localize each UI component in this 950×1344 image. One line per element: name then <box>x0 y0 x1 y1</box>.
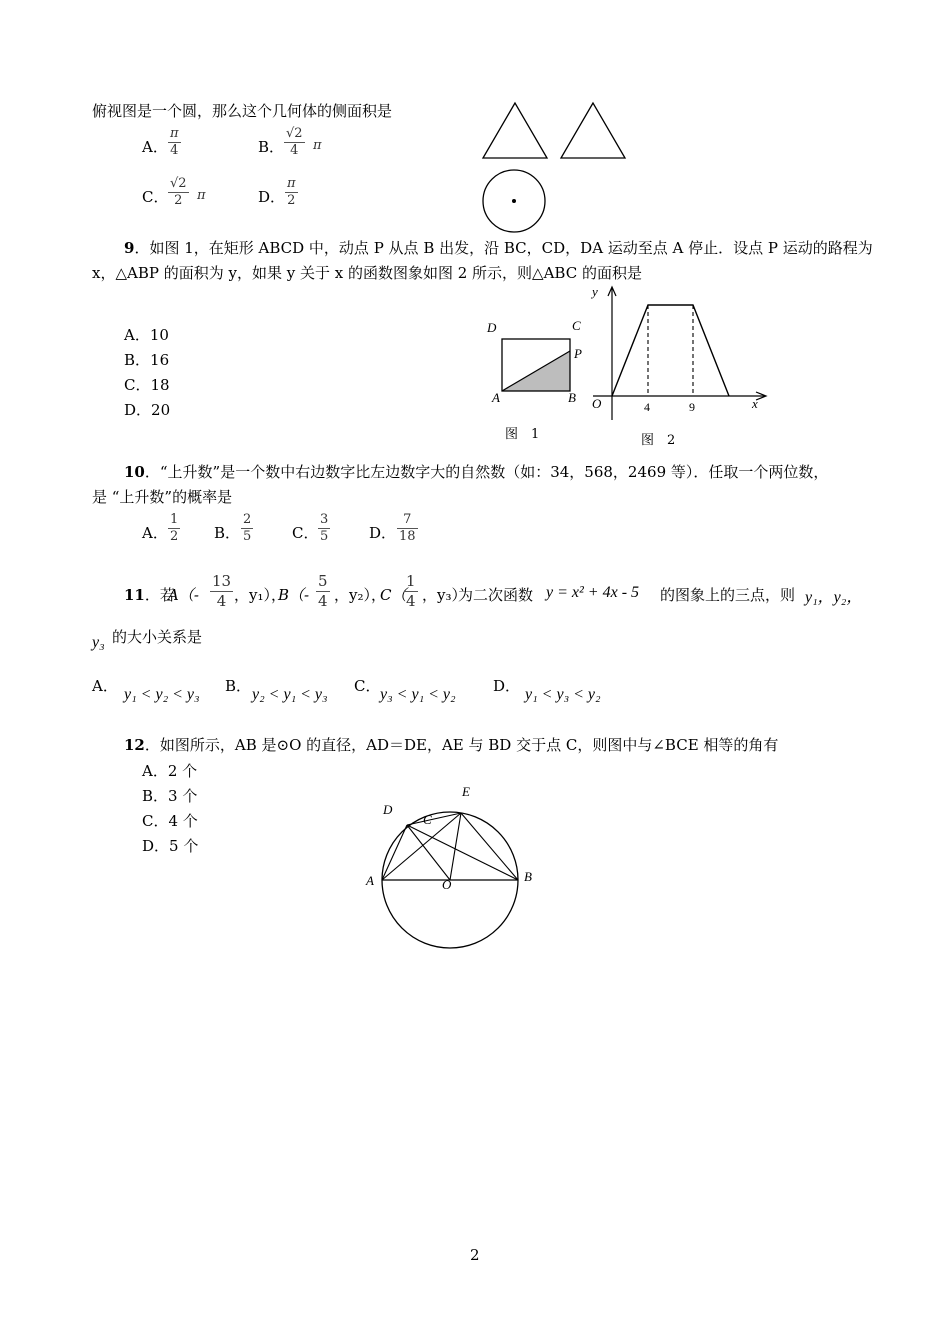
q10-option-b-fraction: $\frac{2}{5}$ <box>243 512 252 544</box>
q8-option-b-pi: π <box>313 138 322 153</box>
q9-option-c: C．18 <box>124 376 170 394</box>
q11-y3: y₃ <box>92 634 105 651</box>
q9-option-d: D．20 <box>124 401 171 419</box>
q11-function: y = x² + 4x - 5 <box>546 584 640 601</box>
q12-stem: 12．如图所示，AB 是⊙O 的直径，AD＝DE，AE 与 BD 交于点 C，则图中与∠BCE 相等的角有 <box>124 736 779 754</box>
q10-option-c-fraction: $\frac{3}{5}$ <box>320 512 329 544</box>
q11-point-b-open: B（- <box>278 586 310 604</box>
q11-option-c-letter: C． <box>354 677 381 695</box>
fig1-caption: 图 1 <box>505 427 540 442</box>
q11-point-a-open: A（- <box>168 586 199 604</box>
q8-option-b-letter: B． <box>258 138 285 156</box>
q8-option-a-fraction: $\frac{\pi}{4}$ <box>170 126 179 158</box>
q11-option-c-expr: y₃ < y₁ < y₂ <box>380 686 456 703</box>
q8-option-c-fraction: $\frac{√2}{2}$ <box>170 176 187 208</box>
q8-option-c-pi: π <box>197 188 206 203</box>
q9-figure-2-graph <box>585 284 770 424</box>
q11-point-b-fraction: $\frac{5}{4}$ <box>318 572 328 610</box>
fig2-tick-4: 4 <box>644 400 650 414</box>
fig2-y-axis-label: y <box>592 284 598 299</box>
fig1-label-c: C <box>572 318 581 333</box>
q9-figure-1-rectangle <box>500 338 572 392</box>
side-view-triangle <box>561 103 625 158</box>
q8-three-view-figure <box>480 100 630 240</box>
q11-point-a-close: ，y₁）， <box>234 586 286 604</box>
q10-option-c-letter: C． <box>292 524 319 542</box>
q11-tail-text: 的图象上的三点，则 <box>660 586 796 604</box>
fig1-label-a: A <box>492 390 500 405</box>
q11-point-c-fraction: $\frac{1}{4}$ <box>406 572 416 610</box>
q11-point-c-close: ，y₃） <box>422 586 467 604</box>
q9-option-b: B．16 <box>124 351 170 369</box>
q11-line-2: 的大小关系是 <box>112 628 203 646</box>
q12-option-a: A．2 个 <box>142 762 198 780</box>
q8-stem-tail: 俯视图是一个圆，那么这个几何体的侧面积是 <box>92 102 393 120</box>
function-graph-line <box>612 305 729 396</box>
q12-option-d: D．5 个 <box>142 837 199 855</box>
q12-label-b: B <box>524 869 532 884</box>
top-view-center-dot <box>512 199 516 203</box>
q12-option-c: C．4 个 <box>142 812 198 830</box>
q9-line-2: x，△ABP 的面积为 y，如果 y 关于 x 的函数图象如图 2 所示，则△ABC 的面积是 <box>92 264 642 282</box>
q12-option-b: B．3 个 <box>142 787 198 805</box>
q12-circle-figure <box>370 800 530 950</box>
fig2-tick-9: 9 <box>689 400 695 414</box>
q12-label-c: C <box>423 812 432 827</box>
fig2-x-axis-label: x <box>752 396 758 411</box>
q11-mid-text: 为二次函数 <box>458 586 534 604</box>
q8-option-d-letter: D． <box>258 188 286 206</box>
q11-option-a-expr: y₁ < y₂ < y₃ <box>124 686 200 703</box>
q9-line-1: 9．如图 1，在矩形 ABCD 中，动点 P 从点 B 出发，沿 BC，CD，DA 运动至点 A 停止．设点 P 运动的路程为 <box>124 239 873 257</box>
q12-label-o: O <box>442 877 452 892</box>
fig2-caption: 图 2 <box>641 433 676 448</box>
q8-option-b-fraction: $\frac{√2}{4}$ <box>286 126 303 158</box>
q8-option-a-letter: A． <box>142 138 168 156</box>
q11-option-d-expr: y₁ < y₃ < y₂ <box>525 686 601 703</box>
q11-option-b-letter: B． <box>225 677 252 695</box>
q11-ys: y₁，y₂， <box>805 589 863 606</box>
q12-label-d: D <box>383 802 393 817</box>
fig1-label-p: P <box>574 346 582 361</box>
q11-option-d-letter: D． <box>493 677 521 695</box>
q11-point-c-open: C（ <box>380 586 407 604</box>
front-view-triangle <box>483 103 547 158</box>
q11-point-b-close: ，y₂）， <box>334 586 386 604</box>
q9-option-a: A．10 <box>124 326 169 344</box>
q11-point-a-fraction: $\frac{13}{4}$ <box>212 572 232 610</box>
q10-option-b-letter: B． <box>214 524 241 542</box>
fig1-label-d: D <box>487 320 497 335</box>
q12-label-a: A <box>366 873 374 888</box>
q10-option-a-letter: A． <box>142 524 168 542</box>
q11-option-a-letter: A． <box>92 677 118 695</box>
q10-option-d-fraction: $\frac{7}{18}$ <box>399 512 416 544</box>
q10-option-d-letter: D． <box>369 524 397 542</box>
q10-line-1: 10．“上升数”是一个数中右边数字比左边数字大的自然数（如：34，568，2469 等）．任取一个两位数， <box>124 463 829 481</box>
q11-option-b-expr: y₂ < y₁ < y₃ <box>252 686 328 703</box>
page-number: 2 <box>470 1246 480 1264</box>
q8-option-d-fraction: $\frac{\pi}{2}$ <box>287 176 296 208</box>
q8-option-c-letter: C． <box>142 188 169 206</box>
fig1-label-b: B <box>568 390 576 405</box>
fig2-origin-label: O <box>592 396 602 411</box>
q11-number: 11．若 <box>124 586 175 604</box>
q10-line-2: 是 “上升数”的概率是 <box>92 488 233 506</box>
q10-option-a-fraction: $\frac{1}{2}$ <box>170 512 179 544</box>
q12-label-e: E <box>462 784 470 799</box>
